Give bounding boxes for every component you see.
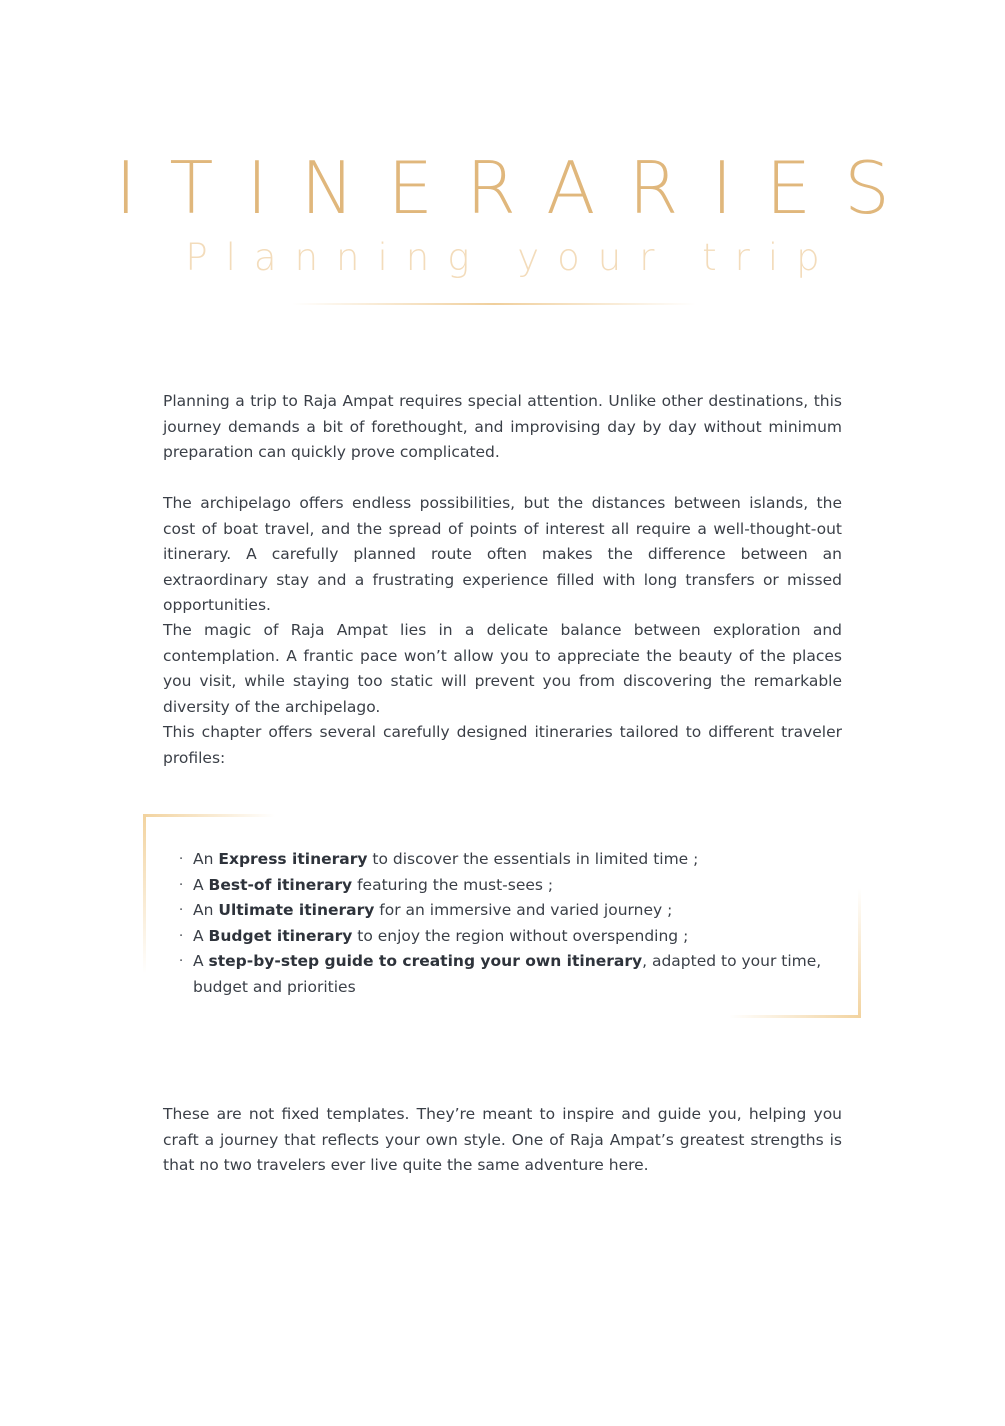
item-bold: Best-of itinerary xyxy=(208,875,353,894)
bullet-dot: · xyxy=(179,903,184,918)
item-bold: Ultimate itinerary xyxy=(218,901,375,919)
item-prefix: A xyxy=(193,926,209,945)
itinerary-list xyxy=(176,847,842,1000)
title-divider xyxy=(292,303,696,305)
bullet-dot: · xyxy=(179,877,184,893)
frame-corner-bottom-right-horizontal xyxy=(729,1015,861,1018)
intro-paragraph-1: Planning a trip to Raja Ampat requires special attention. Unlike other destinations, this journey demands a bit of forethought, and improvising day by day without minimum preparation can quickly prove complicated. xyxy=(163,392,842,461)
item-suffix: to enjoy the region without overspending ; xyxy=(352,926,689,945)
item-prefix: An xyxy=(193,901,219,919)
item-prefix: A xyxy=(193,875,209,894)
page-title: ITINERARIES xyxy=(115,146,923,230)
list-item xyxy=(176,873,842,899)
intro-paragraph-3: The magic of Raja Ampat lies in a delicate balance between exploration and contemplation. A frantic pace won’t allow you to appreciate the beauty of the places you visit, while staying too static will prevent you from discovering the remarkable diversity of the archipelago. xyxy=(163,621,842,716)
frame-corner-top-left-horizontal xyxy=(143,814,275,817)
list-item xyxy=(176,949,842,1000)
item-bold: Express itinerary xyxy=(218,850,368,868)
item-bold: step-by-step guide to creating your own itinerary xyxy=(208,952,643,970)
list-item xyxy=(176,847,842,873)
item-bold: Budget itinerary xyxy=(208,926,353,945)
frame-corner-top-left-vertical xyxy=(143,814,146,974)
intro-paragraph-2: The archipelago offers endless possibilities, but the distances between islands, the cost of boat travel, and the spread of points of interest all require a well-thought-out itinerary. A carefully planned route often makes the difference between an extraordinary stay and a frustrating experience filled with long transfers or missed opportunities. xyxy=(163,494,842,614)
list-item xyxy=(176,898,842,924)
bullet-dot: · xyxy=(179,852,184,867)
item-suffix: featuring the must-sees ; xyxy=(352,875,554,894)
item-suffix: to discover the essentials in limited time ; xyxy=(367,850,699,868)
closing-paragraph: These are not fixed templates. They’re meant to inspire and guide you, helping you craft a journey that reflects your own style. One of Raja Ampat’s greatest strengths is that no two travelers ever live quite the same adventure here. xyxy=(163,1105,842,1174)
item-prefix: A xyxy=(193,952,209,970)
intro-paragraph-4: This chapter offers several carefully designed itineraries tailored to different traveler profiles: xyxy=(163,723,842,767)
item-prefix: An xyxy=(193,850,219,868)
bullet-dot: · xyxy=(179,928,184,944)
bullet-dot: · xyxy=(179,954,184,969)
list-item xyxy=(176,924,842,950)
page-subtitle: Planning your trip xyxy=(185,236,838,279)
item-suffix: for an immersive and varied journey ; xyxy=(374,901,673,919)
frame-corner-bottom-right-vertical xyxy=(858,888,861,1018)
item-suffix: , adapted to your time, budget and priorities xyxy=(193,952,822,996)
